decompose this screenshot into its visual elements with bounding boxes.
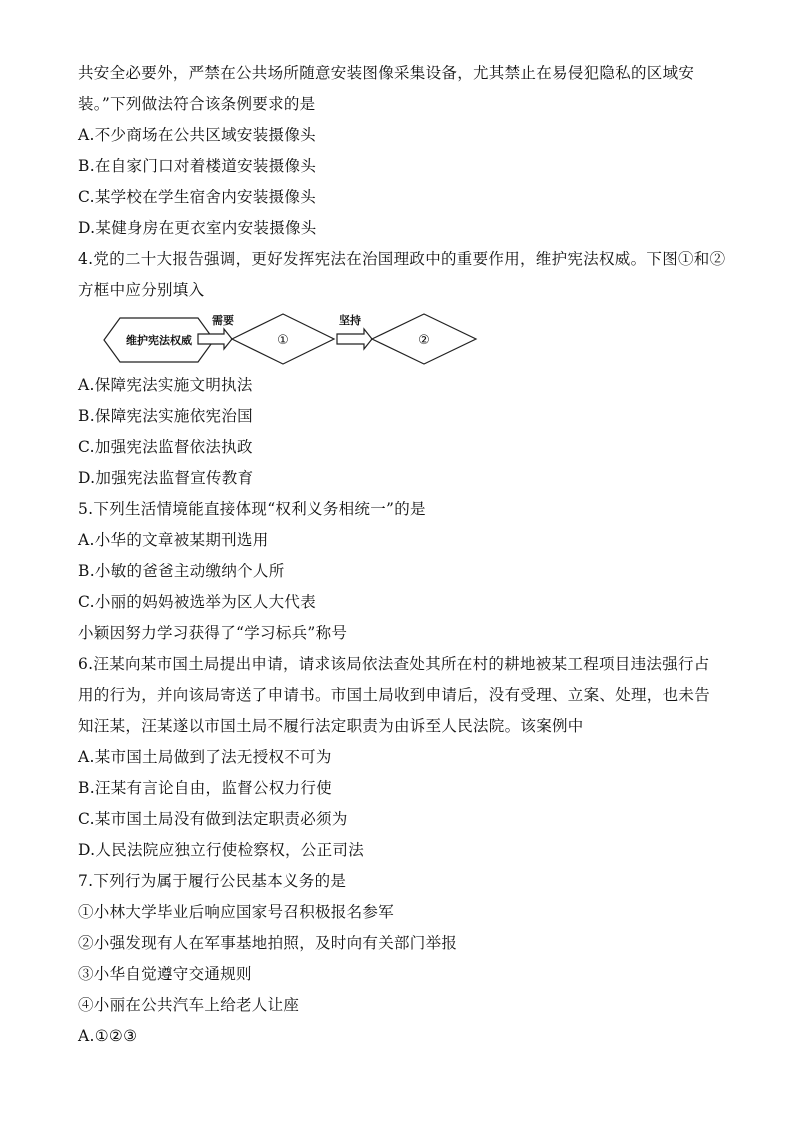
q4-option-d: D.加强宪法监督宣传教育 (78, 469, 254, 487)
q6-option-b: B.汪某有言论自由，监督公权力行使 (78, 779, 332, 797)
diagram-arrow1-label: 需要 (212, 314, 234, 327)
q3-option-c: C.某学校在学生宿舍内安装摄像头 (78, 188, 317, 206)
q6-option-d: D.人民法院应独立行使检察权，公正司法 (78, 841, 365, 859)
q6-stem-line-3: 知汪某，汪某遂以市国土局不履行法定职责为由诉至人民法院。该案例中 (78, 717, 584, 735)
q7-option-a: A.①②③ (78, 1027, 138, 1045)
diagram-box2-label: ② (418, 333, 430, 348)
q4-flow-diagram (78, 306, 728, 370)
q5-option-c: C.小丽的妈妈被选举为区人大代表 (78, 593, 317, 611)
diagram-arrow2-shape (337, 329, 372, 349)
q3-continuation-line-2: 装。”下列做法符合该条例要求的是 (78, 95, 316, 113)
q7-statement-2: ②小强发现有人在军事基地拍照，及时向有关部门举报 (78, 934, 458, 952)
q4-option-a: A.保障宪法实施文明执法 (78, 376, 253, 394)
diagram-arrow2-label: 坚持 (339, 314, 361, 327)
q4-option-c: C.加强宪法监督依法执政 (78, 438, 253, 456)
q7-statement-3: ③小华自觉遵守交通规则 (78, 965, 252, 983)
q6-stem-line-1: 6.汪某向某市国土局提出申请，请求该局依法查处其所在村的耕地被某工程项目违法强行占 (78, 655, 710, 673)
diagram-box0-label: 维护宪法权威 (126, 334, 192, 347)
document-page (78, 58, 728, 1052)
q5-stem: 5.下列生活情境能直接体现“权利义务相统一”的是 (78, 500, 426, 518)
q7-statement-4: ④小丽在公共汽车上给老人让座 (78, 996, 300, 1014)
q5-option-d: 小颖因努力学习获得了“学习标兵”称号 (78, 624, 348, 642)
q7-statement-1: ①小林大学毕业后响应国家号召积极报名参军 (78, 903, 395, 921)
q5-option-b: B.小敏的爸爸主动缴纳个人所 (78, 562, 285, 580)
q3-option-b: B.在自家门口对着楼道安装摄像头 (78, 157, 317, 175)
q7-stem: 7.下列行为属于履行公民基本义务的是 (78, 872, 347, 890)
q3-option-d: D.某健身房在更衣室内安装摄像头 (78, 219, 317, 237)
q5-option-a: A.小华的文章被某期刊选用 (78, 531, 269, 549)
q6-option-c: C.某市国土局没有做到法定职责必须为 (78, 810, 348, 828)
q6-stem-line-2: 用的行为，并向该局寄送了申请书。市国土局收到申请后，没有受理、立案、处理，也未告 (78, 686, 711, 704)
q6-option-a: A.某市国土局做到了法无授权不可为 (78, 748, 332, 766)
q3-continuation-line-1: 共安全必要外，严禁在公共场所随意安装图像采集设备，尤其禁止在易侵犯隐私的区域安 (78, 64, 695, 82)
q4-option-b: B.保障宪法实施依宪治国 (78, 407, 253, 425)
diagram-box1-label: ① (277, 333, 289, 348)
q3-option-a: A.不少商场在公共区域安装摄像头 (78, 126, 316, 144)
q4-stem-line-2: 方框中应分别填入 (78, 281, 205, 299)
q4-stem-line-1: 4.党的二十大报告强调，更好发挥宪法在治国理政中的重要作用，维护宪法权威。下图①和② (78, 250, 726, 268)
